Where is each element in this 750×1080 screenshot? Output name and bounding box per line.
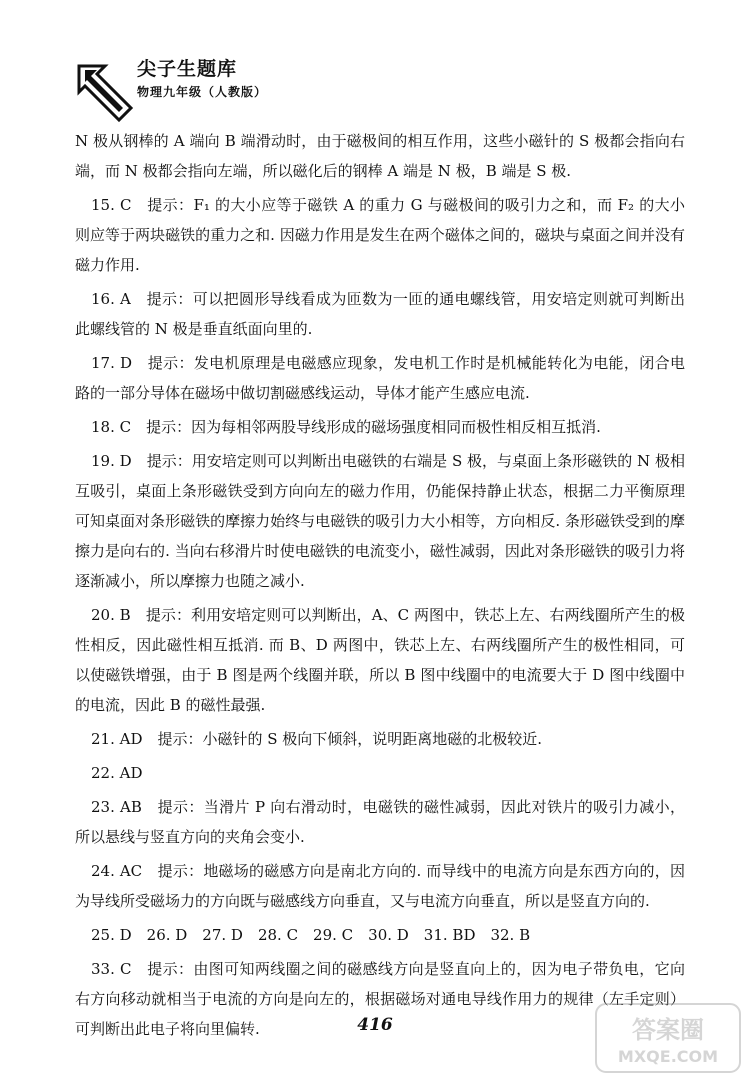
arrow-logo-icon [75,60,135,130]
answer-33: 33. C 提示：由图可知两线圈之间的磁感线方向是竖直向上的，因为电子带负电，它向右方向移动就相当于电流的方向是向左的，根据磁场对通电导线作用力的规律（左手定则）可判断出此电子将向里偏转. [75,960,685,1038]
answer-24: 24. AC 提示：地磁场的磁感方向是南北方向的. 而导线中的电流方向是东西方向的，因为导线所受磁场力的方向既与磁感线方向垂直，又与电流方向垂直，所以是竖直方向的. [75,862,685,910]
page-number: 416 [357,1015,393,1035]
watermark-logo-icon [594,1002,742,1074]
watermark-top: 答案圈 [632,1016,704,1044]
answer-content [75,126,685,1048]
answer-22: 22. AD [91,764,143,782]
answer-17: 17. D 提示：发电机原理是电磁感应现象，发电机工作时是机械能转化为电能，闭合电路的一部分导体在磁场中做切割磁感线运动，导体才能产生感应电流. [75,354,685,402]
answer-19: 19. D 提示：用安培定则可以判断出电磁铁的右端是 S 极，与桌面上条形磁铁的 N 极相互吸引，桌面上条形磁铁受到方向向左的磁力作用，仍能保持静止状态，根据二力平衡原理可知桌面对条形磁铁的摩擦力始终与电磁铁的吸引力大小相等，方向相反. 条形磁铁受到的摩擦力是向右的. 当向右移滑片时使电磁铁的电流变小，磁性减弱，因此对条形磁铁的吸引力将逐渐减小，所以摩擦力也随之减小. [75,452,685,590]
answers-25-32: 25. D 26. D 27. D 28. C 29. C 30. D 31. BD 32. B [91,926,531,944]
answer-15: 15. C 提示：F₁ 的大小应等于磁铁 A 的重力 G 与磁极间的吸引力之和，而 F₂ 的大小则应等于两块磁铁的重力之和. 因磁力作用是发生在两个磁体之间的，磁块与桌面之间并没有磁力作用. [75,196,685,274]
watermark-bottom: MXQE.COM [617,1047,719,1066]
answer-23: 23. AB 提示：当滑片 P 向右滑动时，电磁铁的磁性减弱，因此对铁片的吸引力减小，所以悬线与竖直方向的夹角会变小. [75,798,685,846]
answer-20: 20. B 提示：利用安培定则可以判断出，A、C 两图中，铁芯上左、右两线圈所产生的极性相反，因此磁性相互抵消. 而 B、D 两图中，铁芯上左、右两线圈所产生的极性相同，可以使磁铁增强，由于 B 图是两个线圈并联，所以 B 图中线圈中的电流要大于 D 图中线圈中的电流，因此 B 的磁性最强. [75,606,685,714]
paragraph-continuation: N 极从钢棒的 A 端向 B 端滑动时，由于磁极间的相互作用，这些小磁针的 S 极都会指向右端，而 N 极都会指向左端，所以磁化后的钢棒 A 端是 N 极，B 端是 S 极. [75,132,685,180]
answer-18: 18. C 提示：因为每相邻两股导线形成的磁场强度相同而极性相反相互抵消. [91,418,601,436]
book-header [75,48,335,138]
answer-21: 21. AD 提示：小磁针的 S 极向下倾斜，说明距离地磁的北极较近. [91,730,543,748]
answer-16: 16. A 提示：可以把圆形导线看成为匝数为一匝的通电螺线管，用安培定则就可判断出此螺线管的 N 极是垂直纸面向里的. [75,290,685,338]
book-title: 尖子生题库 [137,58,238,80]
book-subtitle: 物理九年级（人教版） [137,85,268,99]
